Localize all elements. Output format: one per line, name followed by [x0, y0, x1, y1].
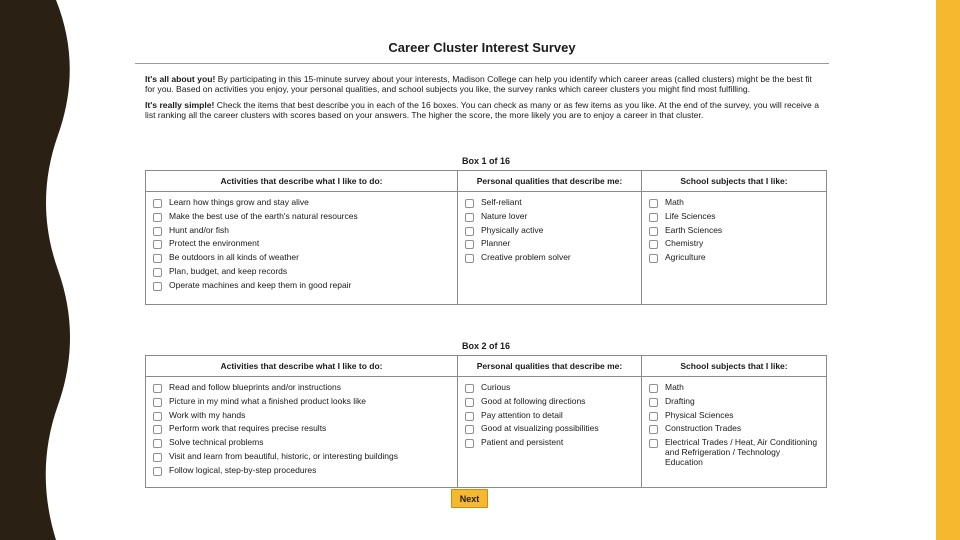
intro-text	[145, 75, 819, 120]
checkbox-label: Protect the environment	[169, 238, 260, 249]
checkbox[interactable]	[649, 254, 658, 263]
checkbox[interactable]	[153, 467, 162, 476]
checkbox-label: Operate machines and keep them in good repair	[169, 279, 352, 290]
checkbox[interactable]	[153, 213, 162, 222]
column-header-qualities: Personal qualities that describe me:	[458, 356, 642, 377]
checkbox-label: Good at visualizing possibilities	[481, 423, 599, 434]
checkbox-label: Be outdoors in all kinds of weather	[169, 252, 299, 263]
checkbox[interactable]	[649, 227, 658, 236]
checkbox-item[interactable]	[153, 411, 451, 421]
checkbox-item[interactable]	[153, 212, 451, 222]
checkbox[interactable]	[153, 439, 162, 448]
column-header-activities: Activities that describe what I like to do:	[146, 171, 458, 192]
checkbox[interactable]	[649, 384, 658, 393]
checkbox-label: Solve technical problems	[169, 437, 264, 448]
checkbox[interactable]	[153, 282, 162, 291]
checkbox-label: Planner	[481, 238, 511, 249]
subjects-list	[642, 192, 827, 305]
checkbox-label: Creative problem solver	[481, 252, 571, 263]
checkbox-label: Learn how things grow and stay alive	[169, 197, 309, 207]
checkbox-label: Make the best use of the earth's natural resources	[169, 210, 358, 221]
checkbox-label: Visit and learn from beautiful, historic, or interesting buildings	[169, 450, 398, 461]
checkbox[interactable]	[153, 425, 162, 434]
checkbox-label: Perform work that requires precise results	[169, 423, 327, 434]
checkbox-item[interactable]	[465, 383, 635, 393]
column-header-activities: Activities that describe what I like to do:	[146, 356, 458, 377]
checkbox[interactable]	[649, 412, 658, 421]
column-header-subjects: School subjects that I like:	[642, 171, 827, 192]
checkbox-label: Nature lover	[481, 210, 528, 221]
checkbox-item[interactable]	[465, 397, 635, 407]
column-header-qualities: Personal qualities that describe me:	[458, 171, 642, 192]
checkbox-item[interactable]	[153, 281, 451, 291]
checkbox[interactable]	[465, 199, 474, 208]
checkbox-label: Math	[665, 197, 684, 207]
checkbox-label: Construction Trades	[665, 423, 742, 434]
page-title: Career Cluster Interest Survey	[135, 40, 829, 64]
checkbox-item[interactable]	[153, 253, 451, 263]
checkbox-item[interactable]	[649, 411, 820, 421]
accent-sidebar	[936, 0, 960, 540]
checkbox-label: Patient and persistent	[481, 437, 564, 448]
checkbox[interactable]	[153, 453, 162, 462]
checkbox-item[interactable]	[649, 383, 820, 393]
checkbox[interactable]	[153, 384, 162, 393]
subjects-list	[642, 377, 827, 488]
checkbox[interactable]	[649, 425, 658, 434]
checkbox-item[interactable]	[649, 198, 820, 208]
checkbox-item[interactable]	[465, 253, 635, 263]
box-table	[145, 170, 827, 305]
checkbox-label: Hunt and/or fish	[169, 224, 230, 235]
checkbox-item[interactable]	[465, 438, 635, 448]
checkbox[interactable]	[465, 227, 474, 236]
checkbox[interactable]	[465, 412, 474, 421]
checkbox-label: Drafting	[665, 395, 695, 406]
checkbox-item[interactable]	[649, 226, 820, 236]
survey-box-2	[145, 341, 827, 488]
checkbox[interactable]	[649, 439, 658, 448]
checkbox[interactable]	[649, 398, 658, 407]
checkbox[interactable]	[153, 254, 162, 263]
intro-paragraph-2	[145, 101, 819, 120]
checkbox[interactable]	[649, 199, 658, 208]
checkbox[interactable]	[465, 398, 474, 407]
checkbox[interactable]	[153, 240, 162, 249]
checkbox[interactable]	[153, 199, 162, 208]
checkbox-label: Curious	[481, 382, 511, 392]
activities-list	[146, 377, 458, 488]
qualities-list	[458, 377, 642, 488]
checkbox-item[interactable]	[153, 452, 451, 462]
decorative-wavy-band	[0, 0, 80, 540]
box-heading: Box 2 of 16	[461, 341, 510, 351]
checkbox-item[interactable]	[649, 397, 820, 407]
intro-lead-2: It's really simple!	[145, 100, 215, 111]
checkbox-label: Chemistry	[665, 238, 704, 249]
qualities-list	[458, 192, 642, 305]
checkbox-label: Electrical Trades / Heat, Air Conditioning and Refrigeration / Technology Education	[665, 437, 818, 467]
checkbox-item[interactable]	[465, 239, 635, 249]
checkbox[interactable]	[465, 254, 474, 263]
checkbox-label: Read and follow blueprints and/or instructions	[169, 382, 341, 392]
checkbox-label: Follow logical, step-by-step procedures	[169, 464, 317, 475]
intro-paragraph-1	[145, 75, 819, 94]
checkbox-item[interactable]	[649, 424, 820, 434]
intro-body-2: Check the items that best describe you in each of the 16 boxes. You can check as many or as few items as you like. At the end of the survey, you will receive a list ranking all the career clusters with scores based on your answers. The higher the score, the more likely you are to enjoy a career in that cluster.	[145, 100, 819, 120]
checkbox[interactable]	[153, 398, 162, 407]
checkbox-item[interactable]	[465, 424, 635, 434]
checkbox-label: Physically active	[481, 224, 544, 235]
intro-lead-1: It's all about you!	[145, 74, 216, 84]
checkbox-label: Plan, budget, and keep records	[169, 265, 288, 276]
checkbox-label: Pay attention to detail	[481, 409, 563, 420]
activities-list	[146, 192, 458, 305]
checkbox-item[interactable]	[153, 239, 451, 249]
checkbox-label: Life Sciences	[665, 210, 716, 221]
checkbox-item[interactable]	[153, 267, 451, 277]
checkbox-label: Agriculture	[665, 252, 706, 263]
checkbox-item[interactable]	[465, 226, 635, 236]
checkbox-item[interactable]	[153, 466, 451, 476]
checkbox[interactable]	[153, 227, 162, 236]
checkbox-item[interactable]	[649, 212, 820, 222]
checkbox[interactable]	[649, 213, 658, 222]
column-header-subjects: School subjects that I like:	[642, 356, 827, 377]
checkbox-item[interactable]	[649, 438, 820, 467]
box-table	[145, 355, 827, 488]
next-button[interactable]: Next	[451, 489, 488, 508]
checkbox-item[interactable]	[649, 239, 820, 249]
checkbox-label: Picture in my mind what a finished product looks like	[169, 395, 367, 406]
checkbox[interactable]	[465, 439, 474, 448]
checkbox[interactable]	[649, 240, 658, 249]
intro-body-1: By participating in this 15-minute survey about your interests, Madison College can help you identify which career areas (called clusters) might be the best fit for you. Based on activities you enjoy, your personal qualities, and school subjects you like, the survey ranks which career clusters you might find most fulfilling.	[145, 74, 812, 94]
checkbox-item[interactable]	[153, 226, 451, 236]
checkbox-item[interactable]	[153, 424, 451, 434]
checkbox-item[interactable]	[649, 253, 820, 263]
checkbox-item[interactable]	[153, 397, 451, 407]
survey-box-1	[145, 156, 827, 305]
checkbox-label: Self-reliant	[481, 197, 522, 207]
checkbox[interactable]	[465, 384, 474, 393]
checkbox[interactable]	[465, 240, 474, 249]
checkbox-item[interactable]	[153, 198, 451, 208]
survey-page	[145, 40, 819, 127]
checkbox-label: Earth Sciences	[665, 224, 723, 235]
checkbox-label: Work with my hands	[169, 409, 246, 420]
checkbox-label: Math	[665, 382, 684, 392]
checkbox-item[interactable]	[153, 438, 451, 448]
box-heading: Box 1 of 16	[461, 156, 510, 166]
checkbox-item[interactable]	[465, 198, 635, 208]
checkbox-label: Good at following directions	[481, 395, 586, 406]
checkbox[interactable]	[153, 412, 162, 421]
checkbox[interactable]	[153, 268, 162, 277]
checkbox-item[interactable]	[465, 411, 635, 421]
checkbox-item[interactable]	[153, 383, 451, 393]
checkbox-label: Physical Sciences	[665, 409, 734, 420]
checkbox[interactable]	[465, 213, 474, 222]
checkbox-item[interactable]	[465, 212, 635, 222]
checkbox[interactable]	[465, 425, 474, 434]
